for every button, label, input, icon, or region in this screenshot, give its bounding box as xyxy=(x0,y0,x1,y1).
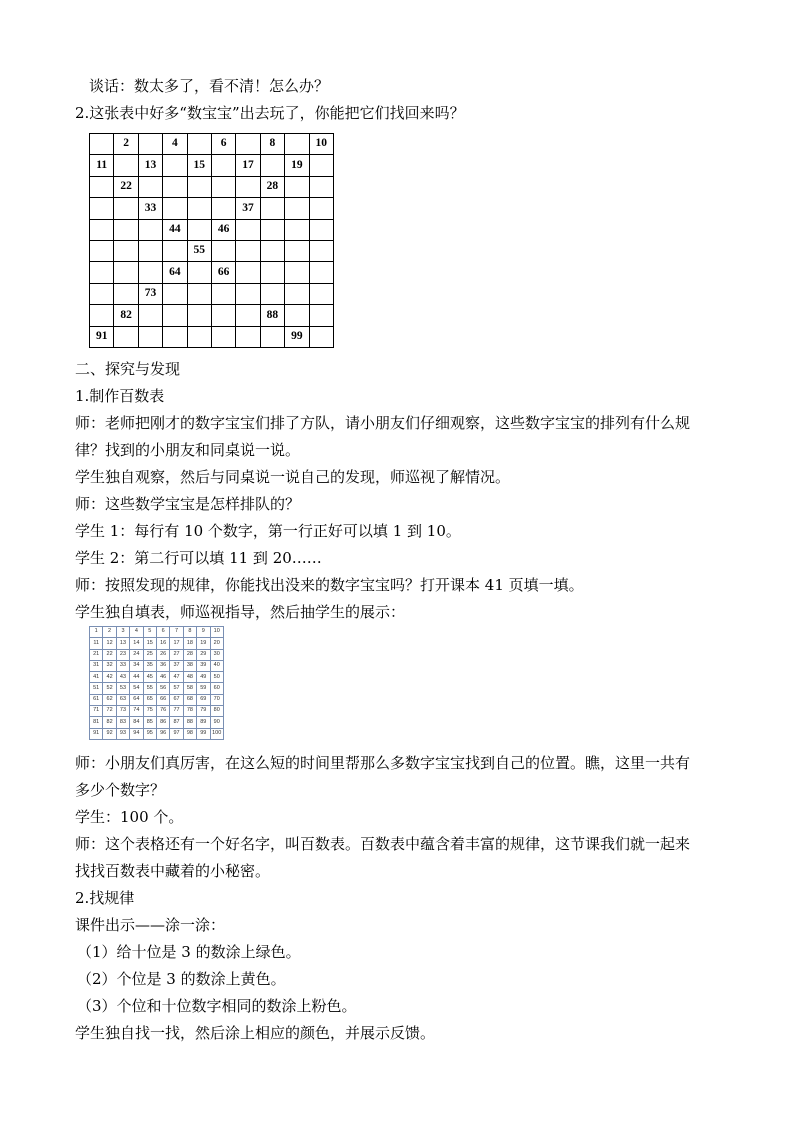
table-cell: 89 xyxy=(197,717,210,728)
table-cell xyxy=(187,326,211,347)
table-cell: 38 xyxy=(183,660,196,671)
table-cell: 13 xyxy=(116,638,129,649)
table-cell xyxy=(285,198,309,219)
table-cell: 31 xyxy=(90,660,103,671)
table-cell xyxy=(187,134,211,155)
table-cell: 9 xyxy=(197,627,210,638)
table-cell: 78 xyxy=(183,706,196,717)
table-cell: 8 xyxy=(260,134,284,155)
table-cell: 3 xyxy=(116,627,129,638)
table-cell: 4 xyxy=(130,627,143,638)
table-cell: 73 xyxy=(138,283,162,304)
table-cell xyxy=(163,176,187,197)
table-cell: 43 xyxy=(116,672,129,683)
table-cell xyxy=(138,176,162,197)
table-cell xyxy=(211,305,235,326)
table-cell: 15 xyxy=(187,155,211,176)
table-cell: 28 xyxy=(260,176,284,197)
paragraph: 学生 2：第二行可以填 11 到 20…… xyxy=(75,549,322,567)
table-row xyxy=(90,649,224,660)
table-cell xyxy=(309,155,333,176)
paragraph: 课件出示——涂一涂： xyxy=(75,916,226,934)
table-cell xyxy=(90,198,114,219)
paragraph: 师：这个表格还有一个好名字，叫百数表。百数表中蕴含着丰富的规律，这节课我们就一起来 xyxy=(75,835,691,853)
table-cell: 56 xyxy=(156,683,169,694)
table-cell: 34 xyxy=(130,660,143,671)
paragraph: 找找百数表中藏着的小秘密。 xyxy=(75,862,271,880)
paragraph: 师：这些数学宝宝是怎样排队的？ xyxy=(75,495,301,513)
table-cell xyxy=(163,305,187,326)
paragraph: 律？找到的小朋友和同桌说一说。 xyxy=(75,441,301,459)
paragraph: 师：小朋友们真厉害，在这么短的时间里帮那么多数字宝宝找到自己的位置。瞧，这里一共有 xyxy=(75,754,691,772)
table-cell: 11 xyxy=(90,638,103,649)
table-cell: 24 xyxy=(130,649,143,660)
paragraph: 师：老师把刚才的数字宝宝们排了方队，请小朋友们仔细观察，这些数字宝宝的排列有什么规 xyxy=(75,414,691,432)
table-cell: 46 xyxy=(156,672,169,683)
table-cell xyxy=(138,134,162,155)
table-cell: 2 xyxy=(114,134,138,155)
paragraph: 学生：100 个。 xyxy=(75,808,184,826)
table-cell: 62 xyxy=(103,694,116,705)
table-cell: 81 xyxy=(90,717,103,728)
list-item: （1）给十位是 3 的数涂上绿色。 xyxy=(77,943,301,961)
table-cell xyxy=(90,219,114,240)
table-cell xyxy=(285,219,309,240)
table-cell xyxy=(187,219,211,240)
table-cell: 68 xyxy=(183,694,196,705)
table-cell xyxy=(236,219,260,240)
table-cell: 66 xyxy=(156,694,169,705)
table-cell: 22 xyxy=(103,649,116,660)
table-cell xyxy=(285,283,309,304)
table-row xyxy=(90,660,224,671)
table-cell: 79 xyxy=(197,706,210,717)
table-cell: 4 xyxy=(163,134,187,155)
table-cell: 22 xyxy=(114,176,138,197)
table-cell: 64 xyxy=(130,694,143,705)
table-cell: 94 xyxy=(130,728,143,739)
table-cell: 71 xyxy=(90,706,103,717)
table-cell: 98 xyxy=(183,728,196,739)
table-row xyxy=(90,627,224,638)
table-cell: 37 xyxy=(236,198,260,219)
table-cell: 90 xyxy=(210,717,223,728)
table-cell: 35 xyxy=(143,660,156,671)
list-item: （2）个位是 3 的数涂上黄色。 xyxy=(77,970,286,988)
table-cell: 41 xyxy=(90,672,103,683)
table-cell: 73 xyxy=(116,706,129,717)
dialogue-line: 谈话：数太多了，看不清！怎么办？ xyxy=(89,77,330,95)
table-cell: 58 xyxy=(183,683,196,694)
table-cell: 52 xyxy=(103,683,116,694)
table-row xyxy=(90,283,334,304)
table-cell: 82 xyxy=(114,305,138,326)
table-cell xyxy=(236,305,260,326)
table-row xyxy=(90,706,224,717)
table-cell xyxy=(211,198,235,219)
table-cell xyxy=(285,305,309,326)
table-cell: 44 xyxy=(163,219,187,240)
table-cell: 75 xyxy=(143,706,156,717)
table-cell xyxy=(309,305,333,326)
table-cell: 91 xyxy=(90,728,103,739)
paragraph: 多少个数字？ xyxy=(75,781,166,799)
table-cell xyxy=(285,240,309,261)
table-cell xyxy=(90,305,114,326)
paragraph: 学生独自填表，师巡视指导，然后抽学生的展示： xyxy=(75,603,406,621)
table-cell: 99 xyxy=(285,326,309,347)
table-cell xyxy=(309,283,333,304)
table-cell xyxy=(211,283,235,304)
table-cell: 67 xyxy=(170,694,183,705)
table-cell: 45 xyxy=(143,672,156,683)
table-cell: 19 xyxy=(285,155,309,176)
table-row xyxy=(90,728,224,739)
table-cell: 55 xyxy=(187,240,211,261)
table-cell xyxy=(114,219,138,240)
table-cell: 95 xyxy=(143,728,156,739)
table-cell: 66 xyxy=(211,262,235,283)
table-cell xyxy=(114,240,138,261)
table-cell: 28 xyxy=(183,649,196,660)
table-cell xyxy=(163,240,187,261)
table-cell xyxy=(260,198,284,219)
table-cell xyxy=(90,262,114,283)
table-cell xyxy=(163,283,187,304)
table-cell xyxy=(211,240,235,261)
table-cell: 83 xyxy=(116,717,129,728)
table-cell xyxy=(187,305,211,326)
table-cell: 91 xyxy=(90,326,114,347)
table-cell xyxy=(236,134,260,155)
table-cell: 53 xyxy=(116,683,129,694)
table-cell xyxy=(138,219,162,240)
table-cell: 49 xyxy=(197,672,210,683)
table-row xyxy=(90,672,224,683)
table-cell xyxy=(90,240,114,261)
table-cell: 82 xyxy=(103,717,116,728)
table-cell: 39 xyxy=(197,660,210,671)
table-cell: 84 xyxy=(130,717,143,728)
table-cell: 5 xyxy=(143,627,156,638)
table-cell xyxy=(309,240,333,261)
table-cell xyxy=(211,155,235,176)
table-cell xyxy=(309,219,333,240)
section-heading: 二、探究与发现 xyxy=(75,360,181,378)
table-cell: 96 xyxy=(156,728,169,739)
table-cell xyxy=(309,176,333,197)
table-cell: 70 xyxy=(210,694,223,705)
table-cell xyxy=(260,326,284,347)
table-cell: 32 xyxy=(103,660,116,671)
table-cell xyxy=(236,240,260,261)
table-cell: 88 xyxy=(260,305,284,326)
table-cell: 33 xyxy=(138,198,162,219)
table-cell: 27 xyxy=(170,649,183,660)
table-cell: 100 xyxy=(210,728,223,739)
table-cell xyxy=(90,134,114,155)
table-cell xyxy=(309,262,333,283)
table-cell: 1 xyxy=(90,627,103,638)
paragraph: 师：按照发现的规律，你能找出没来的数字宝宝吗？打开课本 41 页填一填。 xyxy=(75,576,584,594)
table-cell: 19 xyxy=(197,638,210,649)
table-cell: 63 xyxy=(116,694,129,705)
table-cell: 48 xyxy=(183,672,196,683)
table-cell: 88 xyxy=(183,717,196,728)
table-cell: 85 xyxy=(143,717,156,728)
table-cell xyxy=(114,262,138,283)
table-row xyxy=(90,717,224,728)
table-cell xyxy=(236,283,260,304)
table-cell: 18 xyxy=(183,638,196,649)
table-cell: 57 xyxy=(170,683,183,694)
question-heading: 2.这张表中好多“数宝宝”出去玩了，你能把它们找回来吗？ xyxy=(75,104,465,122)
table-cell xyxy=(138,326,162,347)
table-cell: 61 xyxy=(90,694,103,705)
table-cell: 80 xyxy=(210,706,223,717)
table-cell: 17 xyxy=(236,155,260,176)
table-cell: 55 xyxy=(143,683,156,694)
table-cell xyxy=(260,240,284,261)
table-cell: 23 xyxy=(116,649,129,660)
table-cell xyxy=(138,305,162,326)
table-cell: 54 xyxy=(130,683,143,694)
table-cell: 33 xyxy=(116,660,129,671)
missing-numbers-table xyxy=(89,133,334,348)
table-cell xyxy=(260,219,284,240)
table-cell xyxy=(163,326,187,347)
table-cell: 77 xyxy=(170,706,183,717)
table-cell xyxy=(114,326,138,347)
table-cell: 47 xyxy=(170,672,183,683)
table-cell xyxy=(285,262,309,283)
table-cell: 51 xyxy=(90,683,103,694)
table-cell xyxy=(114,198,138,219)
list-item: （3）个位和十位数字相同的数涂上粉色。 xyxy=(77,997,357,1015)
table-cell: 13 xyxy=(138,155,162,176)
table-cell xyxy=(187,283,211,304)
table-cell xyxy=(138,262,162,283)
table-row xyxy=(90,326,334,347)
table-cell: 86 xyxy=(156,717,169,728)
table-cell: 36 xyxy=(156,660,169,671)
table-cell: 50 xyxy=(210,672,223,683)
table-row xyxy=(90,683,224,694)
table-cell: 11 xyxy=(90,155,114,176)
subsection-heading: 1.制作百数表 xyxy=(75,387,165,405)
table-cell xyxy=(163,198,187,219)
table-cell: 99 xyxy=(197,728,210,739)
table-cell xyxy=(309,198,333,219)
table-cell: 10 xyxy=(309,134,333,155)
table-cell: 97 xyxy=(170,728,183,739)
table-cell: 30 xyxy=(210,649,223,660)
table-cell xyxy=(260,283,284,304)
table-cell: 37 xyxy=(170,660,183,671)
table-cell xyxy=(236,176,260,197)
table-row xyxy=(90,305,334,326)
table-cell xyxy=(114,283,138,304)
table-cell: 20 xyxy=(210,638,223,649)
table-cell: 16 xyxy=(156,638,169,649)
table-cell: 40 xyxy=(210,660,223,671)
table-cell: 6 xyxy=(156,627,169,638)
table-cell xyxy=(138,240,162,261)
table-row xyxy=(90,198,334,219)
table-cell xyxy=(90,283,114,304)
table-cell: 15 xyxy=(143,638,156,649)
table-cell: 60 xyxy=(210,683,223,694)
table-cell xyxy=(309,326,333,347)
table-cell: 46 xyxy=(211,219,235,240)
table-cell: 74 xyxy=(130,706,143,717)
table-cell: 64 xyxy=(163,262,187,283)
table-cell: 12 xyxy=(103,638,116,649)
hundred-chart-image xyxy=(89,626,224,740)
table-cell xyxy=(260,262,284,283)
table-cell: 8 xyxy=(183,627,196,638)
table-cell: 7 xyxy=(170,627,183,638)
table-cell xyxy=(187,262,211,283)
table-cell: 92 xyxy=(103,728,116,739)
paragraph: 学生独自观察，然后与同桌说一说自己的发现，师巡视了解情况。 xyxy=(75,468,511,486)
table-cell: 29 xyxy=(197,649,210,660)
table-cell: 59 xyxy=(197,683,210,694)
table-cell xyxy=(187,198,211,219)
table-cell: 6 xyxy=(211,134,235,155)
table-cell xyxy=(187,176,211,197)
table-cell: 72 xyxy=(103,706,116,717)
table-cell: 26 xyxy=(156,649,169,660)
table-row xyxy=(90,219,334,240)
table-cell xyxy=(260,155,284,176)
table-row xyxy=(90,240,334,261)
table-row xyxy=(90,262,334,283)
table-cell xyxy=(163,155,187,176)
table-cell: 93 xyxy=(116,728,129,739)
table-row xyxy=(90,134,334,155)
table-cell xyxy=(211,176,235,197)
table-cell xyxy=(285,176,309,197)
table-cell: 14 xyxy=(130,638,143,649)
table-cell: 21 xyxy=(90,649,103,660)
paragraph: 学生 1：每行有 10 个数字，第一行正好可以填 1 到 10。 xyxy=(75,522,461,540)
table-cell: 10 xyxy=(210,627,223,638)
table-row xyxy=(90,155,334,176)
table-cell xyxy=(114,155,138,176)
table-cell xyxy=(90,176,114,197)
table-cell: 25 xyxy=(143,649,156,660)
table-row xyxy=(90,176,334,197)
table-row xyxy=(90,638,224,649)
table-cell: 44 xyxy=(130,672,143,683)
table-cell: 65 xyxy=(143,694,156,705)
table-cell xyxy=(285,134,309,155)
table-cell xyxy=(236,262,260,283)
paragraph: 学生独自找一找，然后涂上相应的颜色，并展示反馈。 xyxy=(75,1024,436,1042)
table-cell: 17 xyxy=(170,638,183,649)
table-row xyxy=(90,694,224,705)
table-cell: 2 xyxy=(103,627,116,638)
table-cell: 87 xyxy=(170,717,183,728)
table-cell: 69 xyxy=(197,694,210,705)
table-cell: 76 xyxy=(156,706,169,717)
table-cell xyxy=(236,326,260,347)
table-cell xyxy=(211,326,235,347)
table-cell: 42 xyxy=(103,672,116,683)
subsection-heading: 2.找规律 xyxy=(75,889,135,907)
